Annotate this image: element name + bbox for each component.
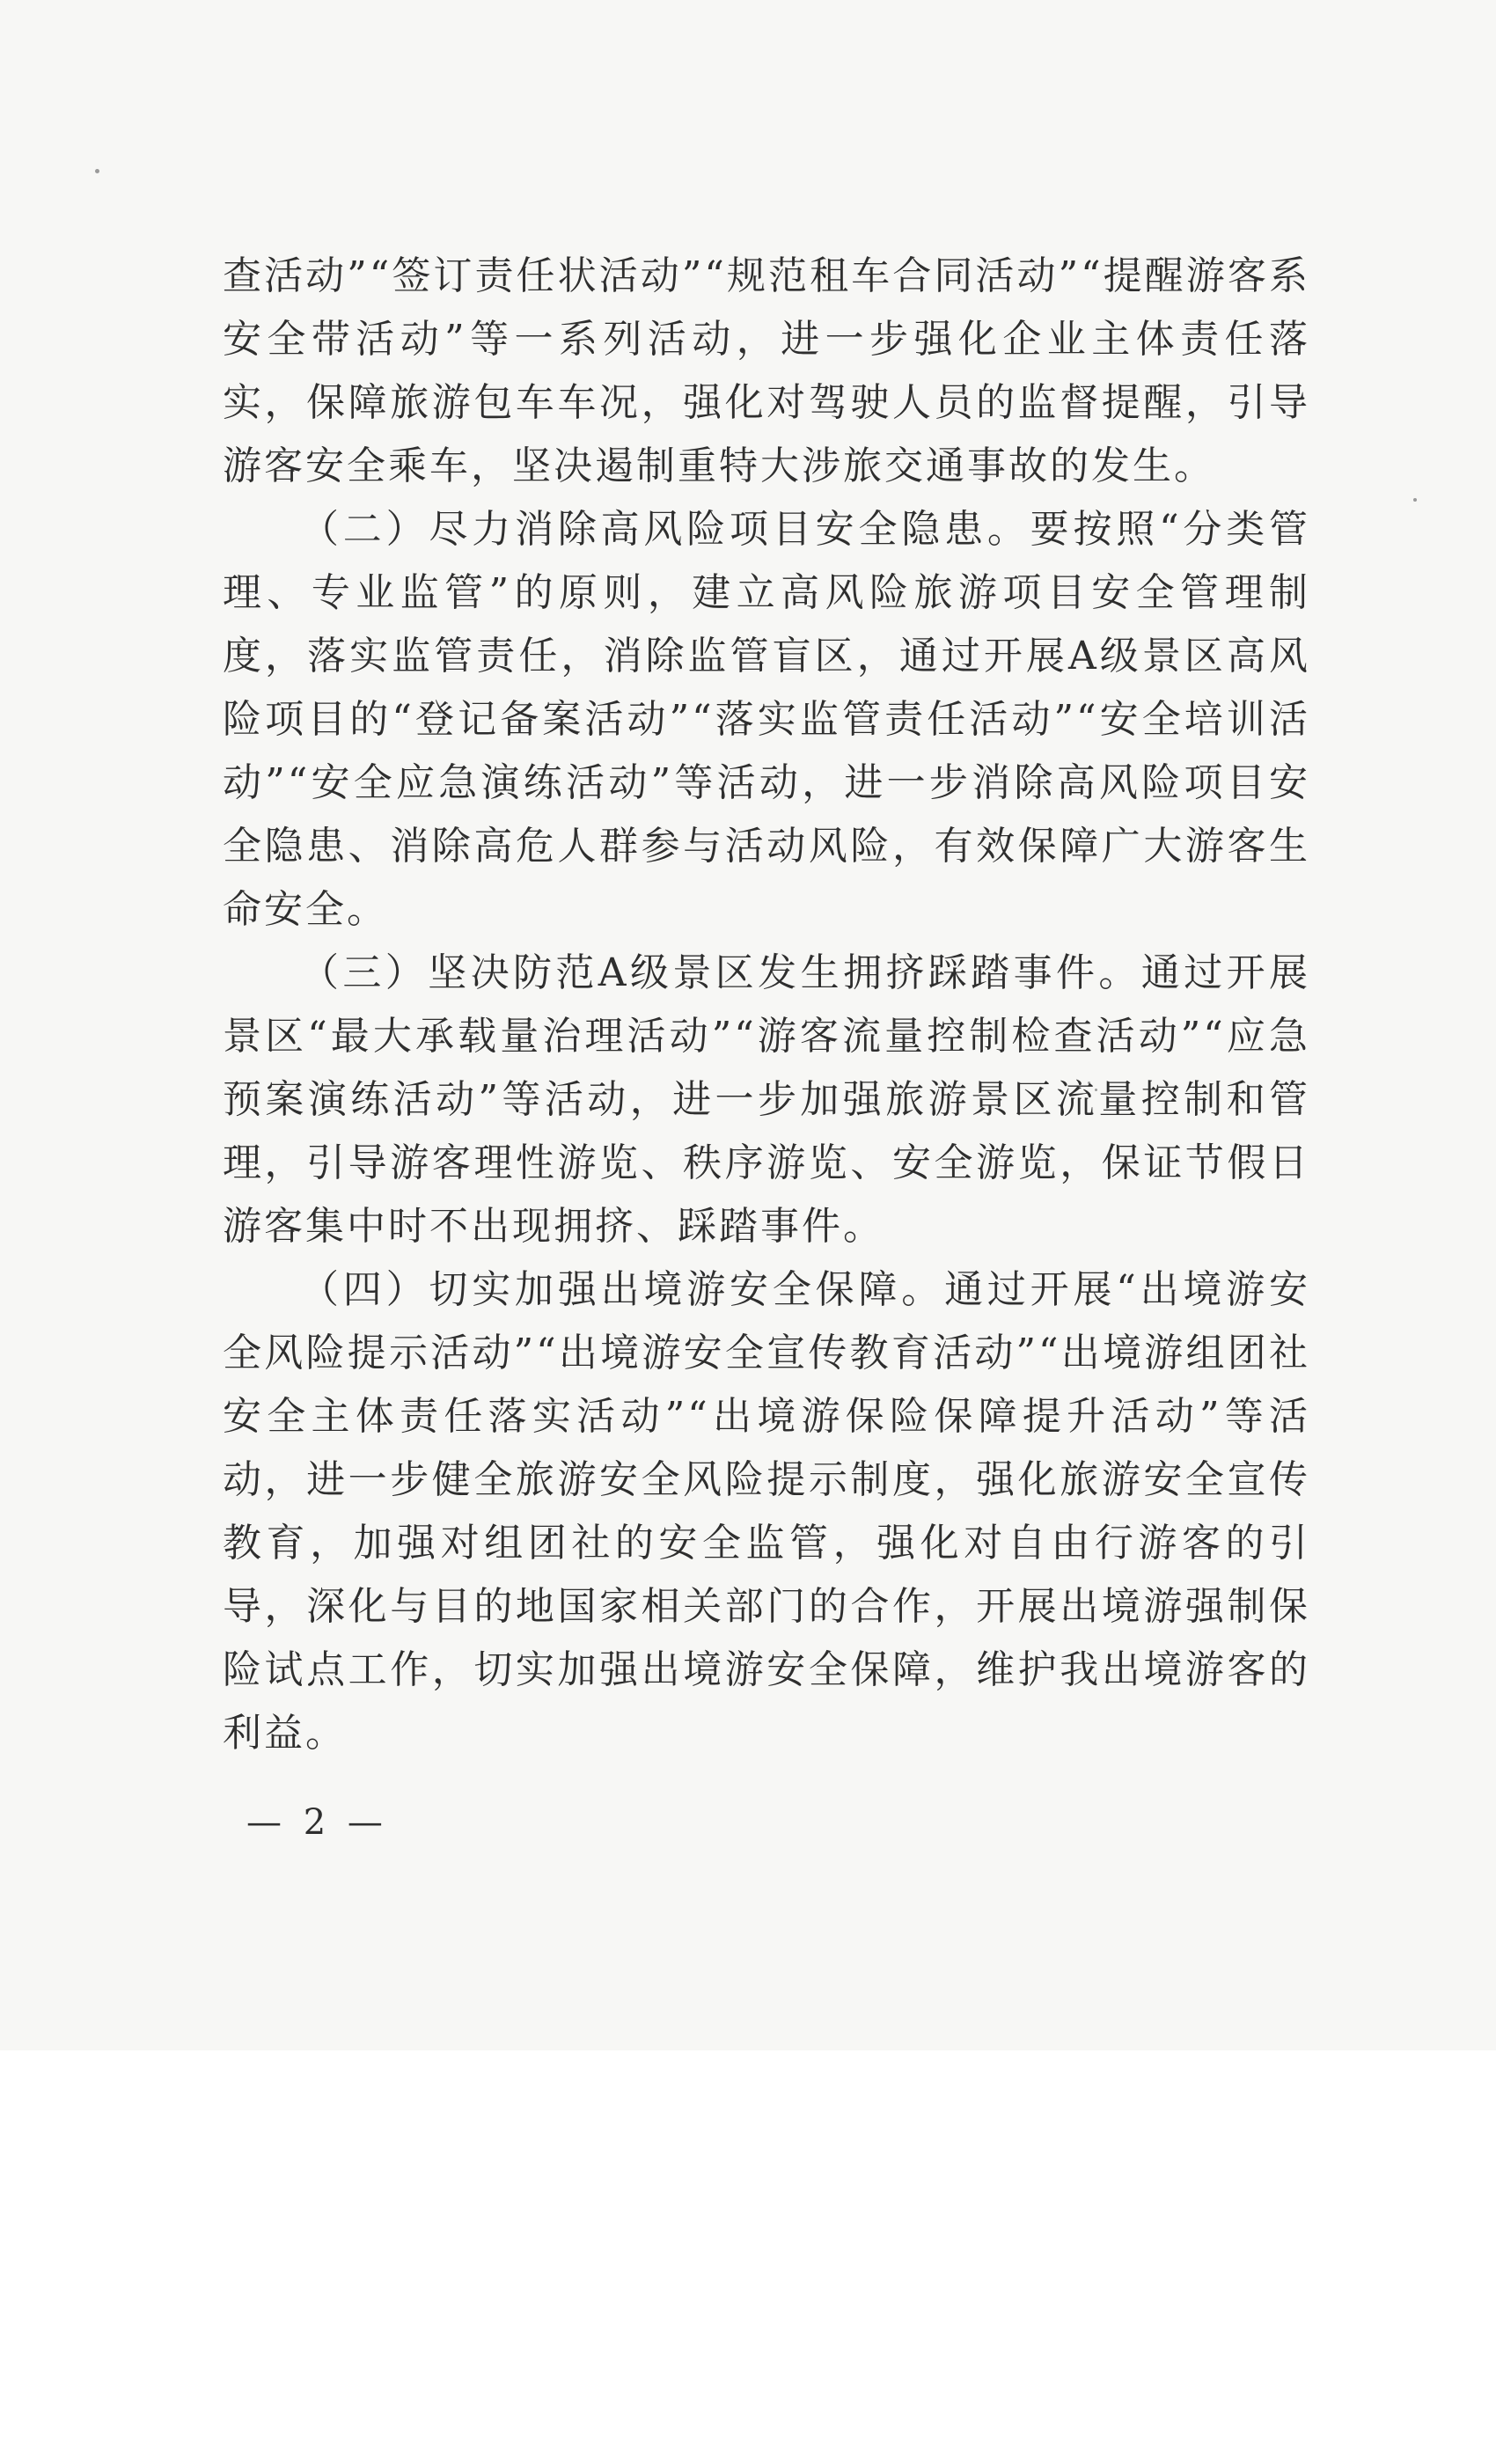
paragraph-1: 查活动”“签订责任状活动”“规范租车合同活动”“提醒游客系安全带活动”等一系列活动，进一步强化企业主体责任落实，保障旅游包车车况，强化对驾驶人员的监督提醒，引导游客安全乘车，坚决遏制重特大涉旅交通事故的发生。 <box>223 253 1310 488</box>
page-number-dash-right: — <box>347 1802 388 1843</box>
scan-speck <box>1413 498 1417 502</box>
scan-speck <box>95 169 99 173</box>
paragraph-2: （二）尽力消除高风险项目安全隐患。要按照“分类管理、专业监管”的原则，建立高风险旅游项目安全管理制度，落实监管责任，消除监管盲区，通过开展A级景区高风险项目的“登记备案活动”“落实监管责任活动”“安全培训活动”“安全应急演练活动”等活动，进一步消除高风险项目安全隐患、消除高危人群参与活动风险，有效保障广大游客生命安全。 <box>223 507 1310 932</box>
paragraph-4: （四）切实加强出境游安全保障。通过开展“出境游安全风险提示活动”“出境游安全宣传教育活动”“出境游组团社安全主体责任落实活动”“出境游保险保障提升活动”等活动，进一步健全旅游安全风险提示制度，强化旅游安全宣传教育，加强对组团社的安全监管，强化对自由行游客的引导，深化与目的地国家相关部门的合作，开展出境游强制保险试点工作，切实加强出境游安全保障，维护我出境游客的利益。 <box>223 1267 1310 1756</box>
page-number-dash-left: — <box>246 1802 287 1843</box>
paragraph-3: （三）坚决防范A级景区发生拥挤踩踏事件。通过开展景区“最大承载量治理活动”“游客流量控制检查活动”“应急预案演练活动”等活动，进一步加强旅游景区流量控制和管理，引导游客理性游览、秩序游览、安全游览，保证节假日游客集中时不出现拥挤、踩踏事件。 <box>223 950 1310 1249</box>
page-number-value: 2 <box>303 1802 332 1843</box>
page-number <box>246 1802 388 1843</box>
document-body <box>223 245 1310 1765</box>
